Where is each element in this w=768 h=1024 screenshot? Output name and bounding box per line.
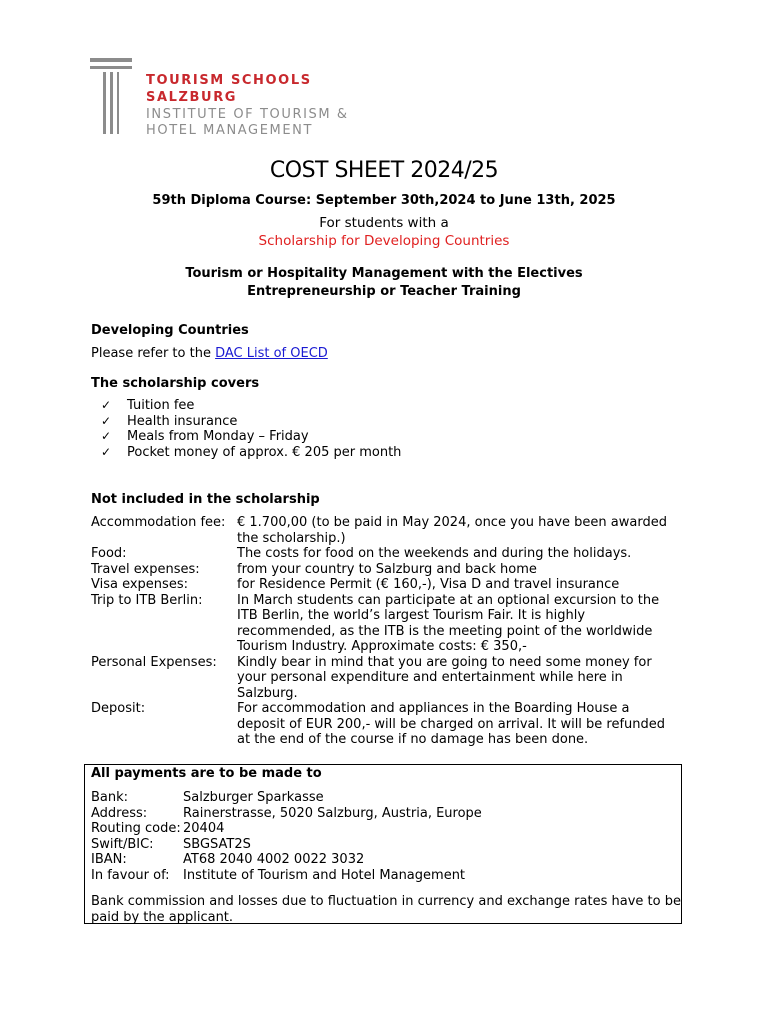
- bank-field-value: 20404: [183, 821, 225, 836]
- bank-field-label: In favour of:: [91, 867, 170, 883]
- bank-commission-note: Bank commission and losses due to fluctuation in currency and exchange rates have to be paid by the applicant.: [91, 894, 681, 925]
- table-row: [91, 821, 482, 837]
- dac-list-link[interactable]: DAC List of OECD: [215, 346, 328, 361]
- logo-text-line-3: INSTITUTE OF TOURISM &: [146, 107, 349, 122]
- logo-text-line-4: HOTEL MANAGEMENT: [146, 123, 314, 138]
- bank-field-label: Bank:: [91, 790, 129, 805]
- table-row: [91, 868, 482, 884]
- table-row: [91, 655, 681, 702]
- table-row: [91, 790, 482, 806]
- checkmark-icon: ✓: [101, 444, 112, 459]
- list-item-label: Pocket money of approx. € 205 per month: [127, 444, 402, 460]
- program-line-2: Entrepreneurship or Teacher Training: [247, 284, 521, 299]
- table-row: [91, 852, 482, 868]
- scholarship-covers-heading: The scholarship covers: [91, 376, 260, 391]
- cost-description: In March students can participate at an optional excursion to the ITB Berlin, the world’s largest Tourism Fair. It is highly recommended, as the ITB is the meeting point of the worldwide Tourism Industry. Approximate costs: € 350,-: [237, 592, 660, 654]
- cost-description: for Residence Permit (€ 160,-), Visa D and travel insurance: [237, 577, 620, 592]
- logo-text-line-2: SALZBURG: [146, 90, 238, 105]
- dac-reference: [91, 346, 328, 362]
- for-students-text: For students with a: [319, 215, 449, 231]
- costs-table: [91, 515, 681, 748]
- developing-countries-heading: Developing Countries: [91, 323, 249, 338]
- checkmark-icon: ✓: [101, 429, 112, 443]
- checkmark-icon: ✓: [101, 398, 112, 412]
- table-row: [91, 701, 681, 748]
- bank-details: [91, 790, 482, 883]
- table-row: [91, 562, 681, 578]
- bank-field-label: Routing code:: [91, 821, 181, 836]
- cost-label: Food:: [91, 546, 127, 561]
- bank-field-value: Institute of Tourism and Hotel Management: [183, 867, 466, 883]
- cost-label: Deposit:: [91, 701, 146, 716]
- list-item: [101, 429, 401, 445]
- cost-label: Personal Expenses:: [91, 654, 217, 670]
- payment-details-box: [84, 764, 682, 924]
- list-item-label: Health insurance: [127, 413, 238, 429]
- cost-label: Travel expenses:: [91, 561, 200, 577]
- table-row: [91, 593, 681, 655]
- cost-label: Visa expenses:: [91, 577, 188, 592]
- logo-text-line-1: TOURISM SCHOOLS: [146, 73, 312, 88]
- bank-field-value: Rainerstrasse, 5020 Salzburg, Austria, Europe: [183, 805, 482, 821]
- table-row: [91, 806, 482, 822]
- bank-field-label: Address:: [91, 805, 148, 821]
- table-row: [91, 577, 681, 593]
- list-item: [101, 414, 401, 430]
- table-row: [91, 515, 681, 546]
- list-item-label: Meals from Monday – Friday: [127, 429, 309, 444]
- bank-field-label: IBAN:: [91, 852, 127, 867]
- cost-description: For accommodation and appliances in the Boarding House a deposit of EUR 200,- will be charged on arrival. It will be refunded at the end of the course if no damage has been done.: [237, 701, 666, 747]
- course-dates: 59th Diploma Course: September 30th,2024 to June 13th, 2025: [152, 193, 616, 208]
- list-item: [101, 398, 401, 414]
- bank-field-value: AT68 2040 4002 0022 3032: [183, 852, 365, 867]
- cost-description: € 1.700,00 (to be paid in May 2024, once you have been awarded the scholarship.): [237, 515, 667, 546]
- bank-field-value: Salzburger Sparkasse: [183, 790, 324, 805]
- table-row: [91, 546, 681, 562]
- payment-heading: All payments are to be made to: [91, 766, 322, 781]
- scholarship-title: Scholarship for Developing Countries: [258, 233, 510, 249]
- covers-list: [101, 398, 401, 460]
- bank-field-value: SBGSAT2S: [183, 836, 251, 852]
- checkmark-icon: ✓: [101, 413, 112, 428]
- dac-reference-text: Please refer to the: [91, 346, 216, 361]
- table-row: [91, 837, 482, 853]
- list-item-label: Tuition fee: [127, 398, 195, 413]
- cost-description: from your country to Salzburg and back home: [237, 561, 537, 577]
- page-title: COST SHEET 2024/25: [269, 158, 499, 183]
- bank-field-label: Swift/BIC:: [91, 836, 154, 852]
- cost-label: Accommodation fee:: [91, 515, 226, 530]
- not-included-heading: Not included in the scholarship: [91, 492, 320, 507]
- list-item: [101, 445, 401, 461]
- cost-description: Kindly bear in mind that you are going to need some money for your personal expenditure and entertainment while here in Salzburg.: [237, 654, 652, 701]
- program-line-1: Tourism or Hospitality Management with the Electives: [185, 266, 583, 281]
- cost-label: Trip to ITB Berlin:: [91, 592, 203, 608]
- tourism-schools-logo-icon: [90, 58, 132, 134]
- cost-description: The costs for food on the weekends and during the holidays.: [237, 546, 632, 561]
